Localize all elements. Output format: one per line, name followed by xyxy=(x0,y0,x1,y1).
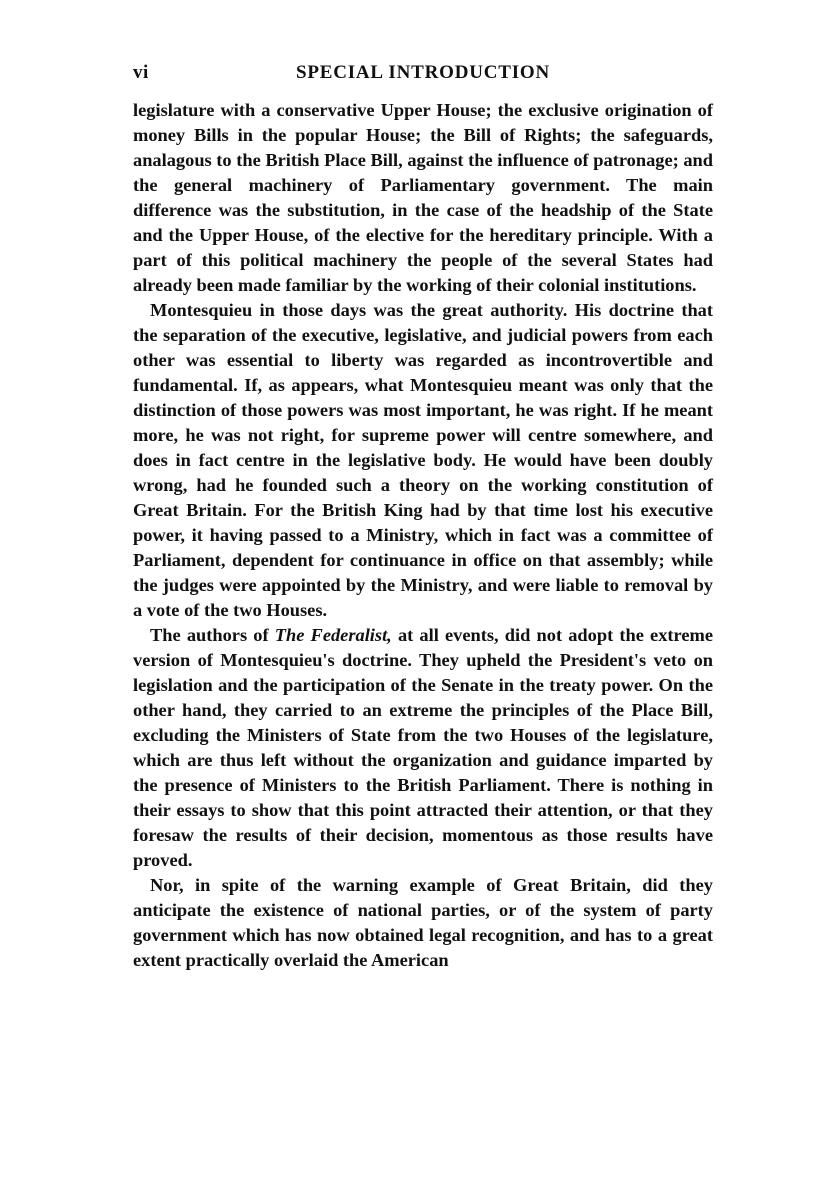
book-title-federalist: The Federalist, xyxy=(274,625,392,645)
running-title: SPECIAL INTRODUCTION xyxy=(295,62,551,83)
paragraph-3 xyxy=(133,623,713,873)
book-page xyxy=(133,58,713,973)
page-number: vi xyxy=(133,62,149,83)
running-head xyxy=(133,58,713,88)
paragraph-2: Montesquieu in those days was the great authority. His doctrine that the separation of the executive, legislative, and judicial powers from each other was essential to liberty was regarded as incontrovertible and fundamental. If, as appears, what Montesquieu meant was only that the distinction of those powers was most important, he was right. If he meant more, he was not right, for supreme power will centre somewhere, and does in fact centre in the legislative body. He would have been doubly wrong, had he founded such a theory on the working constitution of Great Britain. For the British King had by that time lost his executive power, it having passed to a Ministry, which in fact was a committee of Parliament, dependent for continuance in office on that assembly; while the judges were appointed by the Ministry, and were liable to removal by a vote of the two Houses. xyxy=(133,300,713,620)
paragraph-3-rest: at all events, did not adopt the extreme version of Montesquieu's doctrine. They upheld the President's veto on legislation and the participation of the Senate in the treaty power. On the other hand, they carried to an extreme the principles of the Place Bill, excluding the Ministers of State from the two Houses of the legislature, which are thus left without the organization and guidance imparted by the presence of Ministers to the British Parliament. There is nothing in their essays to show that this point attracted their attention, or that they foresaw the results of their decision, momentous as those results have proved. xyxy=(133,625,714,870)
paragraph-3-lead: The authors of xyxy=(150,625,275,645)
paragraph-1: legislature with a conservative Upper House; the exclusive origination of money Bills in the popular House; the Bill of Rights; the safeguards, analagous to the British Place Bill, against the influence of patronage; and the general machinery of Parliamentary government. The main difference was the substitution, in the case of the headship of the State and the Upper House, of the elective for the hereditary principle. With a part of this political machinery the people of the several States had already been made familiar by the working of their colonial institutions. xyxy=(133,100,714,295)
paragraph-4: Nor, in spite of the warning example of Great Britain, did they anticipate the existence of national parties, or of the system of party government which has now obtained legal recognition, and has to a great extent practically overlaid the American xyxy=(133,875,713,970)
body-text xyxy=(133,98,713,973)
